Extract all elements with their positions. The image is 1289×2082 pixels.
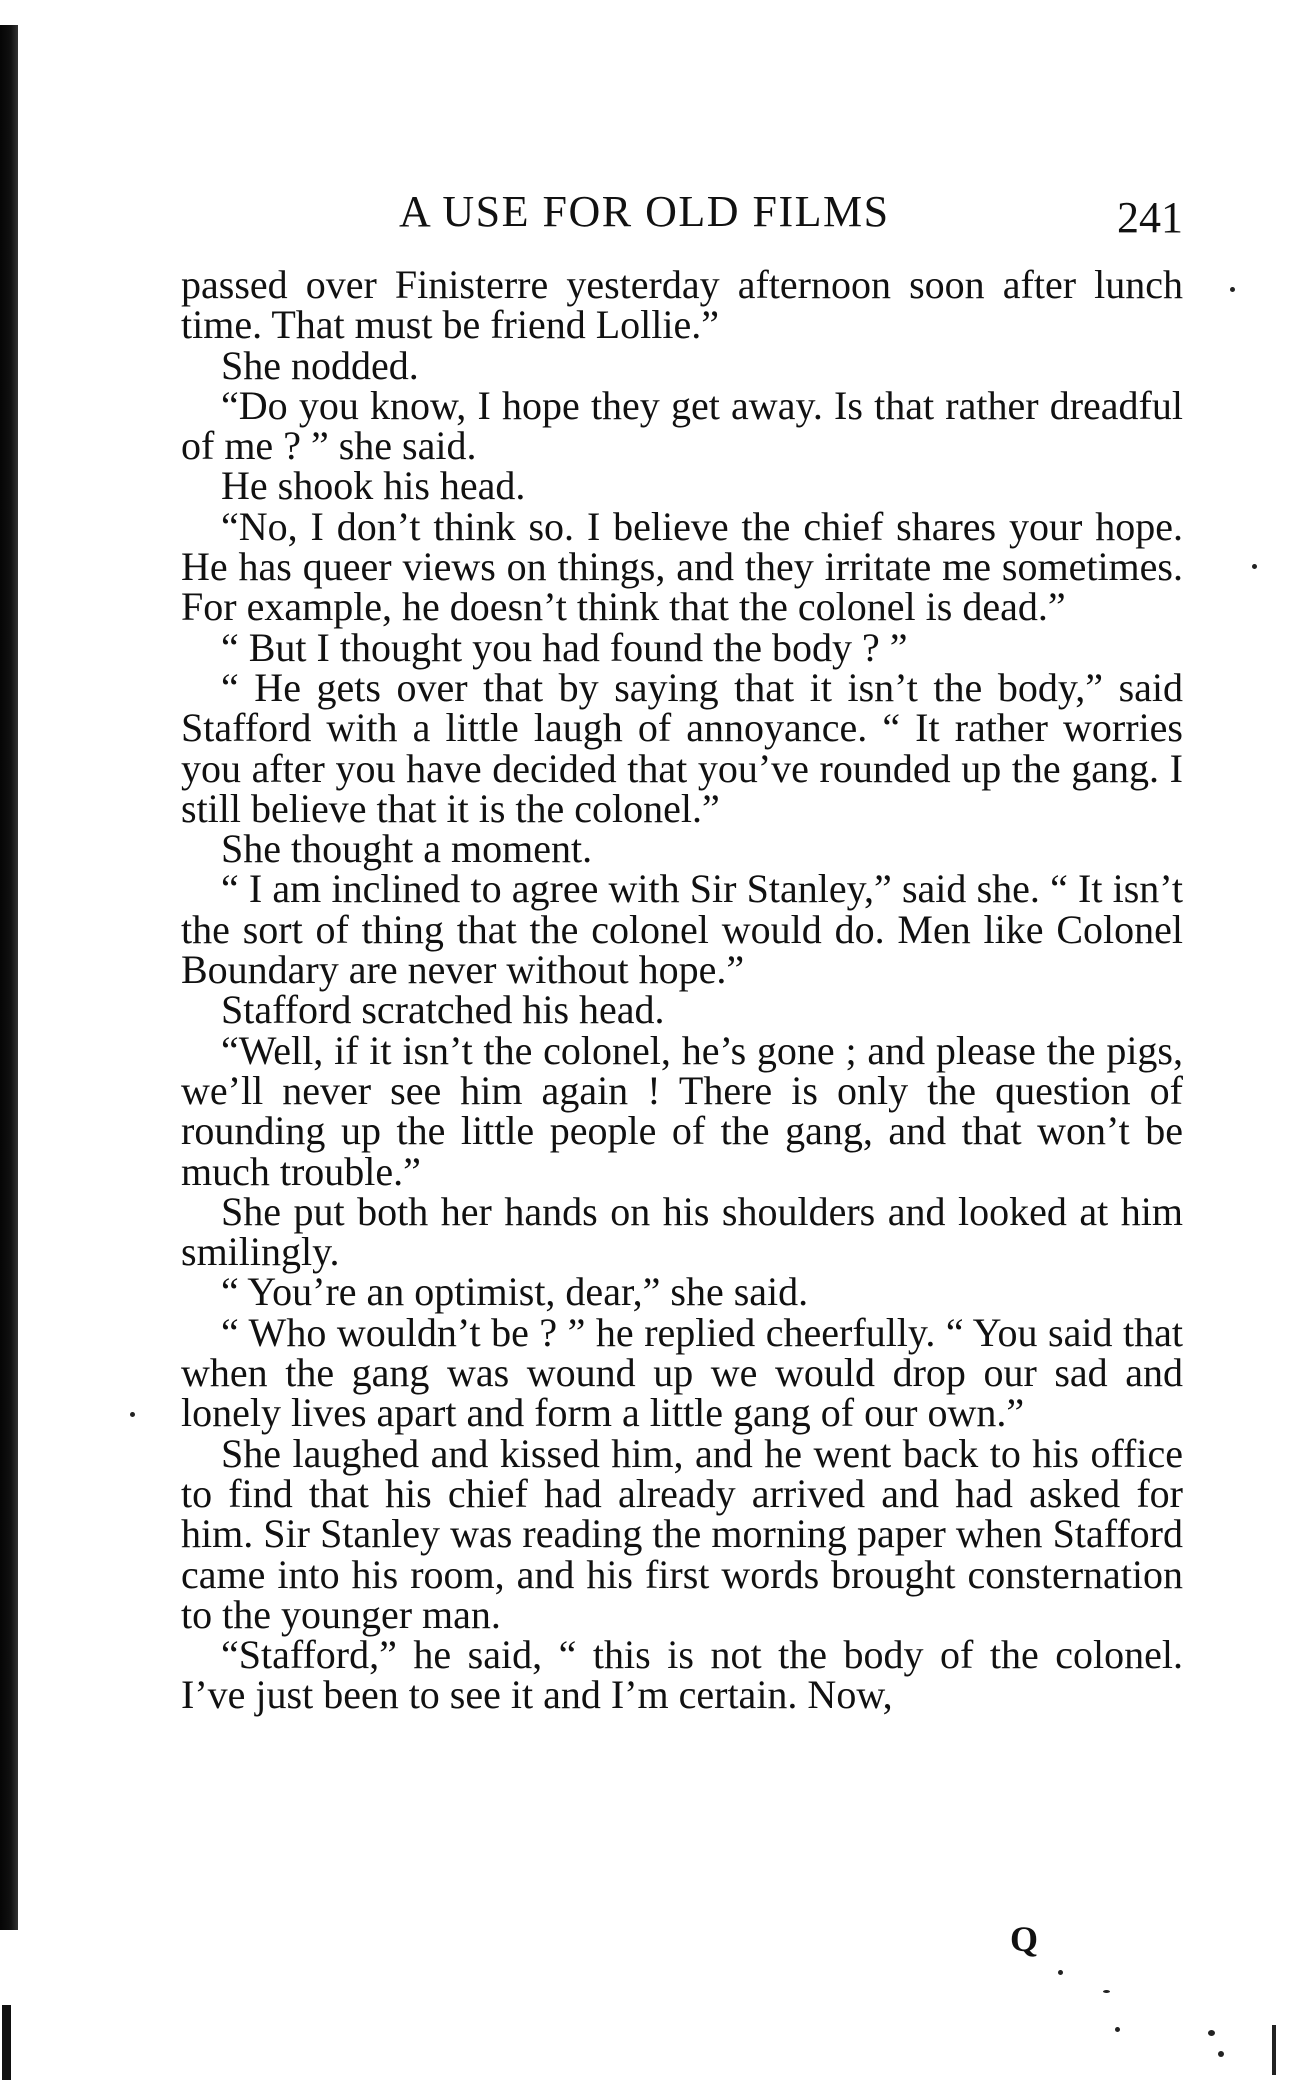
paragraph: “No, I don’t think so. I believe the chief shares your hope. He has queer views on things, and they irritate me sometimes. For example, he doesn’t think that the colonel is dead.” — [181, 503, 1183, 630]
paragraph: She thought a moment. — [221, 826, 593, 872]
paragraph: “ You’re an optimist, dear,” she said. — [221, 1269, 809, 1315]
page-number: 241 — [1117, 193, 1183, 242]
page-header — [181, 186, 1183, 246]
signature-mark: Q — [1010, 1919, 1039, 1959]
paragraph: He shook his head. — [221, 463, 526, 509]
paragraph: “ He gets over that by saying that it isn’t the body,” said Stafford with a little laugh of annoyance. “ It rather worries you after you have decided that you’ve rounded up the gang. I still believe that it is the colonel.” — [181, 664, 1183, 831]
paragraph: “ Who wouldn’t be ? ” he replied cheerfully. “ You said that when the gang was wound up we would drop our sad and lonely lives apart and form a little gang of our own.” — [181, 1309, 1183, 1436]
paragraph: She put both her hands on his shoulders and looked at him smilingly. — [181, 1188, 1183, 1275]
scan-speck — [1058, 1970, 1063, 1975]
paragraph: Stafford scratched his head. — [221, 987, 665, 1033]
paragraph: “Well, if it isn’t the colonel, he’s gone ; and please the pigs, we’ll never see him again ! There is only the question of rounding up the little people of the gang, and that won’t be much trouble.” — [181, 1027, 1183, 1194]
paragraph: She laughed and kissed him, and he went back to his office to find that his chief had already arrived and had asked for him. Sir Stanley was reading the morning paper when Stafford came into his room, and his first words brought consternation to the younger man. — [181, 1430, 1183, 1637]
paragraph: “Do you know, I hope they get away. Is that rather dreadful of me ? ” she said. — [181, 382, 1183, 469]
paragraph: passed over Finisterre yesterday afternoon soon after lunch time. That must be friend Lollie.” — [181, 262, 1183, 348]
scan-speck — [1103, 1990, 1110, 1993]
scan-speck — [1115, 2027, 1120, 2032]
binding-shadow — [0, 25, 18, 1930]
running-title: A USE FOR OLD FILMS — [399, 187, 890, 236]
scan-speck — [1208, 2030, 1215, 2036]
scan-speck — [130, 1412, 135, 1417]
paragraph: “ But I thought you had found the body ? ” — [221, 624, 908, 670]
binding-shadow-lower — [2, 2005, 11, 2080]
scan-speck — [1218, 2051, 1224, 2057]
scan-speck — [1230, 287, 1235, 292]
scan-edge-mark — [1272, 2025, 1276, 2075]
scan-speck — [1252, 564, 1257, 569]
body-text — [181, 262, 1183, 1718]
paragraph: “Stafford,” he said, “ this is not the body of the colonel. I’ve just been to see it and I’m certain. Now, — [181, 1632, 1183, 1718]
paragraph: “ I am inclined to agree with Sir Stanley,” said she. “ It isn’t the sort of thing that the colonel would do. Men like Colonel Boundary are never without hope.” — [181, 866, 1183, 993]
paragraph: She nodded. — [221, 342, 419, 388]
